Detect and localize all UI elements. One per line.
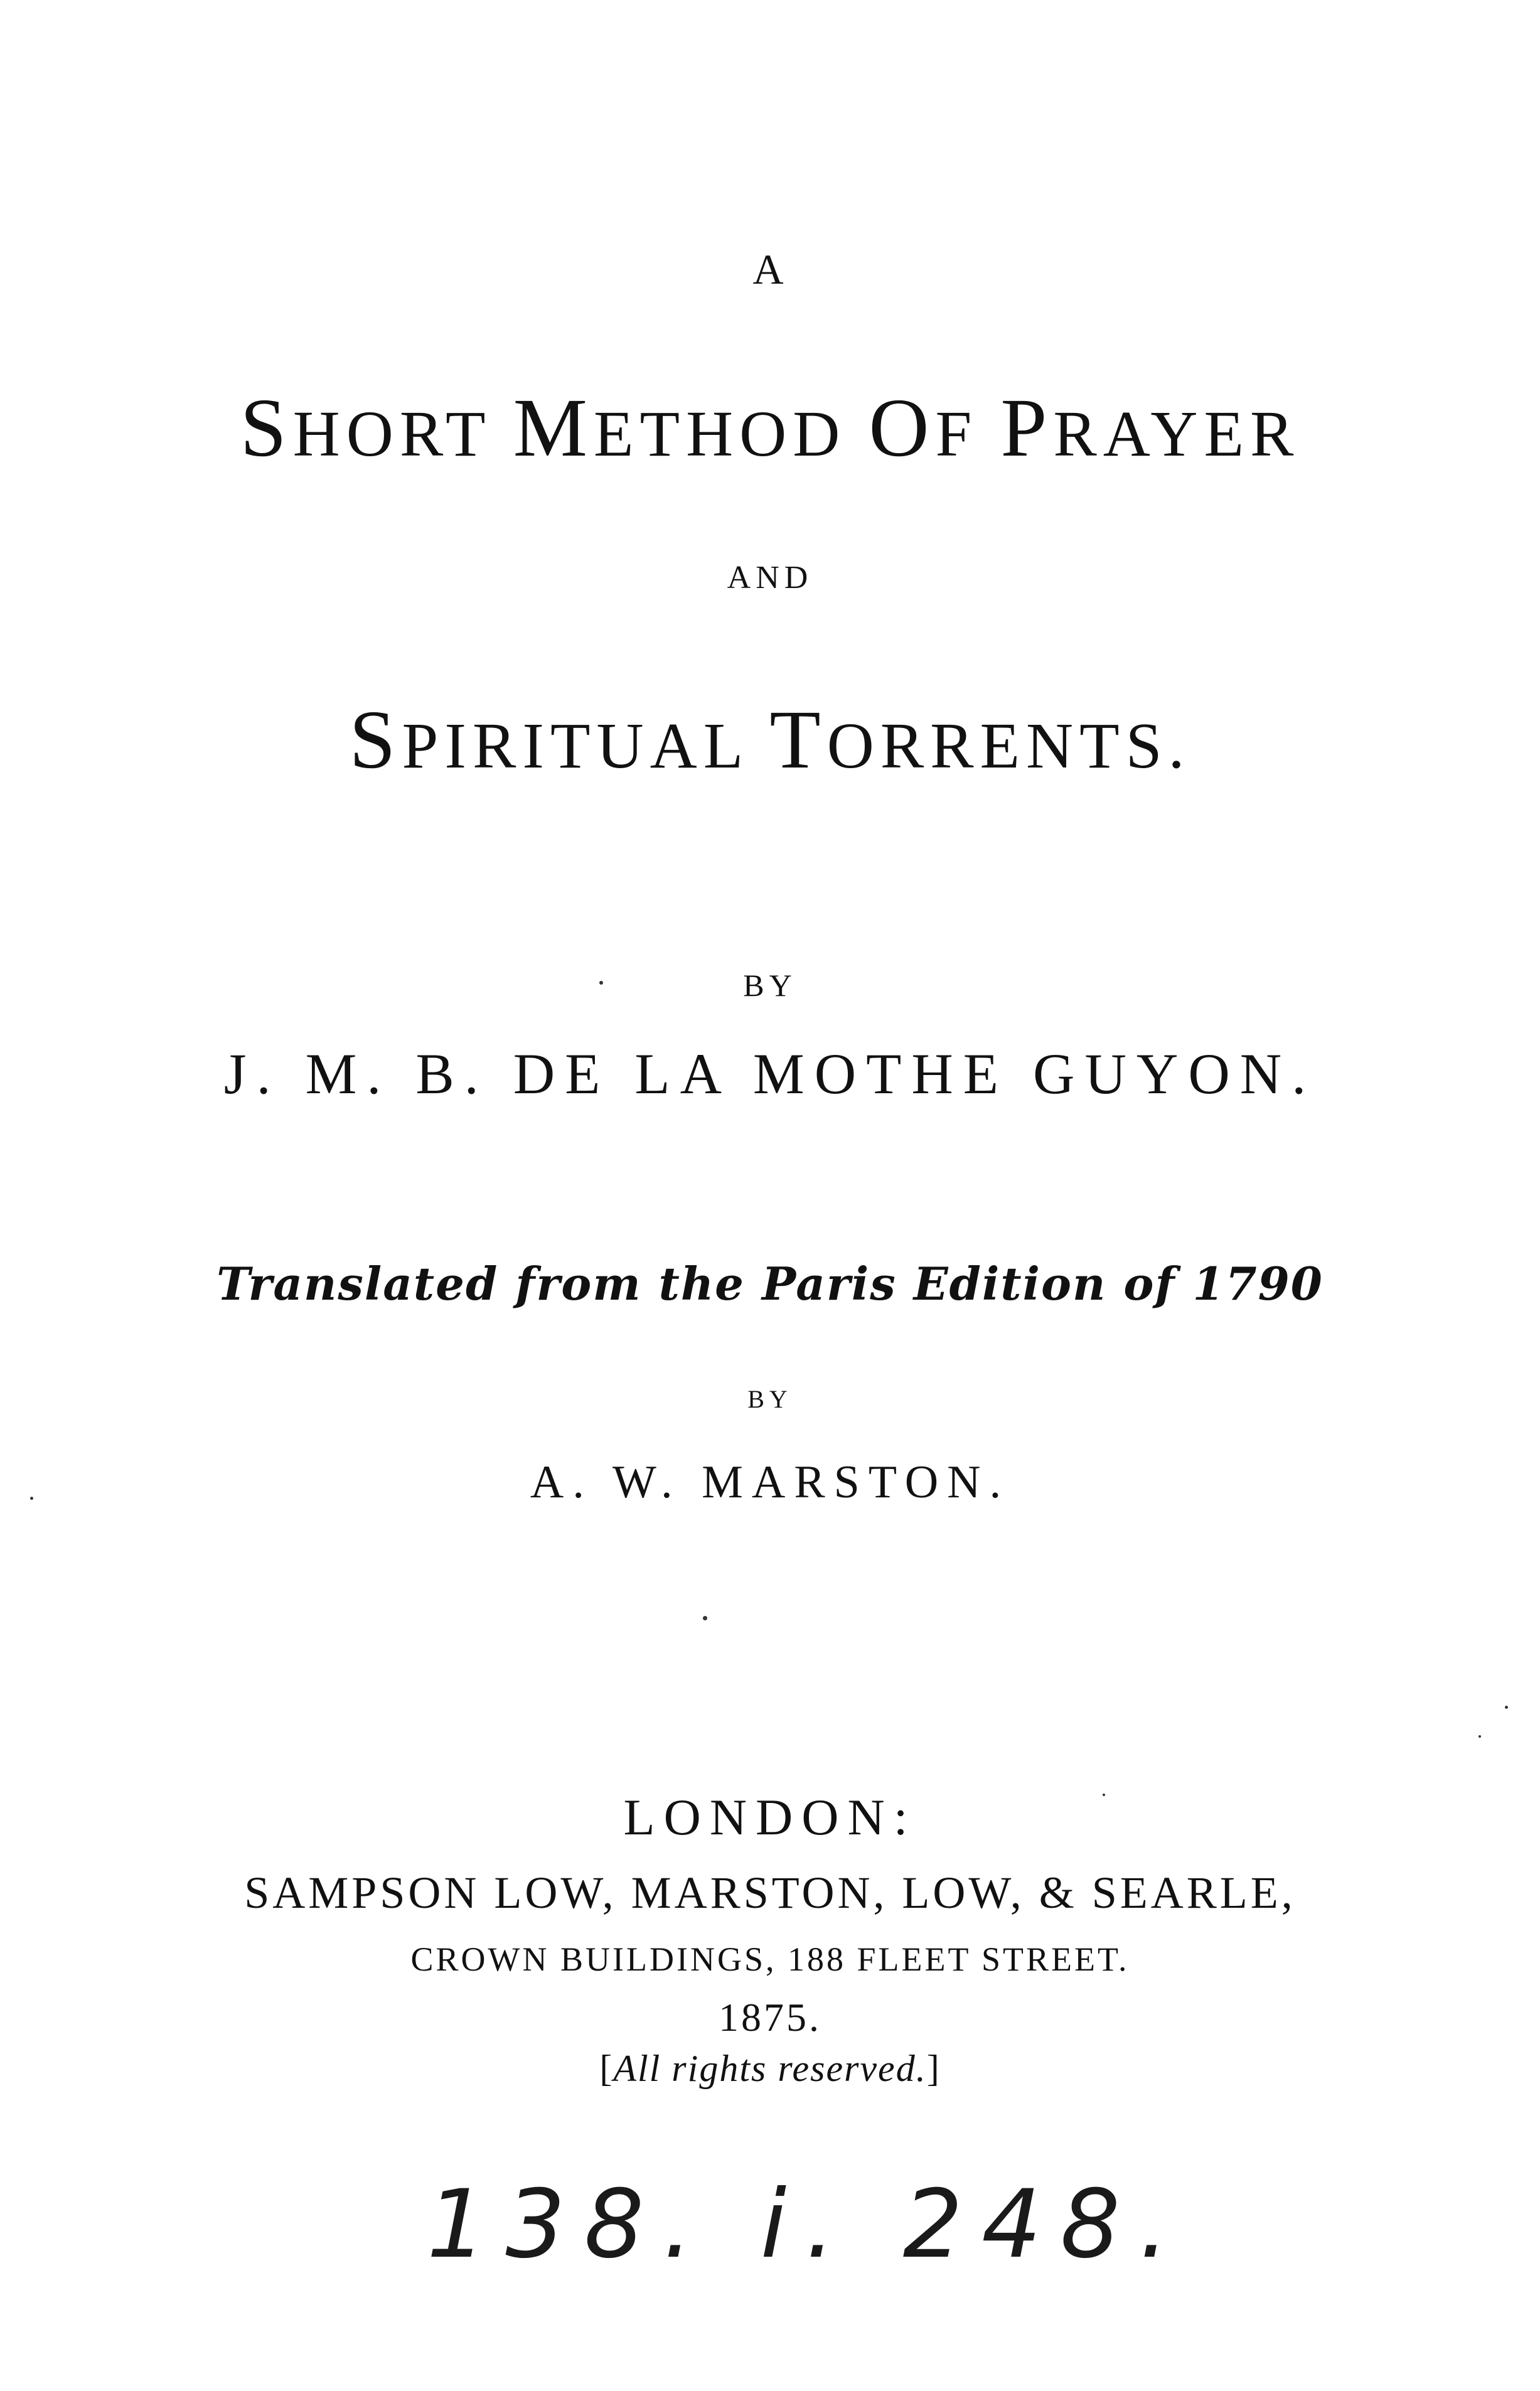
paper-speck bbox=[703, 1616, 707, 1620]
author-name: J. M. B. DE LA MOTHE GUYON. bbox=[223, 1042, 1317, 1106]
rights-open-bracket: [ bbox=[599, 2048, 614, 2089]
imprint-address: CROWN BUILDINGS, 188 FLEET STREET. bbox=[410, 1940, 1130, 1978]
library-shelfmark bbox=[427, 2170, 1188, 2284]
rights-text: All rights reserved. bbox=[613, 2048, 927, 2089]
paper-speck bbox=[599, 981, 603, 985]
rights-close-bracket: ] bbox=[926, 2048, 941, 2089]
paper-speck bbox=[1103, 1794, 1105, 1796]
translation-note: Translated from the Paris Edition of 1790 bbox=[217, 1257, 1323, 1310]
imprint-city: LONDON: bbox=[623, 1789, 917, 1846]
paper-speck bbox=[1479, 1735, 1481, 1738]
translator-name: A. W. MARSTON. bbox=[530, 1457, 1010, 1508]
title-line-2: SPIRITUAL TORRENTS. bbox=[349, 693, 1191, 786]
paper-speck bbox=[30, 1497, 33, 1500]
paper-speck bbox=[1505, 1706, 1508, 1709]
title-article: A bbox=[752, 245, 788, 293]
shelfmark-handwriting: 138. i. 248. bbox=[427, 2170, 1188, 2279]
imprint-publisher: SAMPSON LOW, MARSTON, LOW, & SEARLE, bbox=[244, 1868, 1296, 1918]
rights-notice bbox=[0, 2050, 1540, 2087]
translator-by-label: BY bbox=[747, 1385, 793, 1413]
title-line-1: SHORT METHOD OF PRAYER bbox=[240, 381, 1300, 474]
title-conjunction: AND bbox=[727, 560, 813, 596]
author-by-label: BY bbox=[743, 968, 797, 1003]
imprint-year: 1875. bbox=[719, 1995, 821, 2040]
